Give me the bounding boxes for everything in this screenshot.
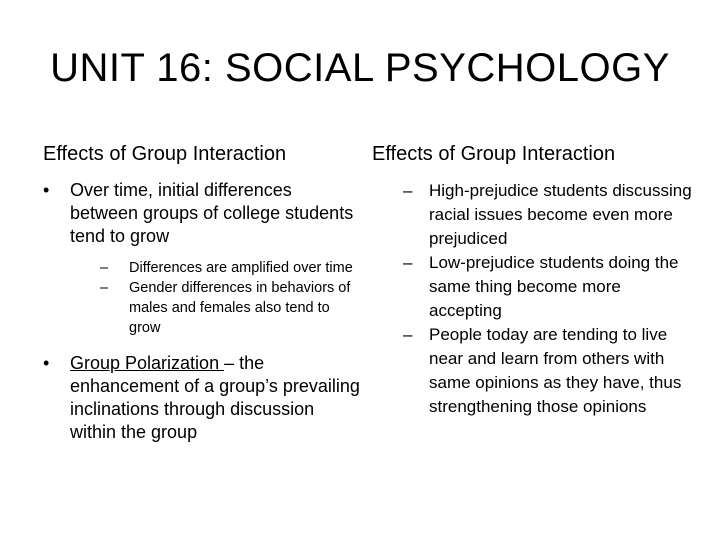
right-item-2-text: Low-prejudice students doing the same thing become more accepting: [429, 253, 679, 320]
group-polarization-term: Group Polarization: [70, 353, 225, 373]
left-sub-bullet-1: [70, 258, 363, 278]
bullet-marker: •: [43, 353, 50, 373]
left-sub-list: [70, 258, 363, 338]
left-bullet-2-text: – the enhancement of a group’s prevailing inclinations through discussion within the group: [70, 353, 360, 442]
left-column: [43, 140, 363, 458]
dash-marker: –: [403, 253, 413, 272]
right-item-1: [370, 179, 692, 251]
right-heading: Effects of Group Interaction: [372, 143, 616, 165]
right-column: [372, 140, 692, 419]
slide-title: UNIT 16: SOCIAL PSYCHOLOGY: [50, 46, 670, 90]
left-sub-bullet-2: [70, 278, 363, 338]
left-heading: Effects of Group Interaction: [43, 143, 287, 165]
dash-marker: –: [403, 181, 413, 200]
right-item-3-text: People today are tending to live near and learn from others with same opinions as they have, thus strengthening those opinions: [429, 325, 682, 416]
left-sub-bullet-1-text: Differences are amplified over time: [129, 260, 353, 276]
dash-marker: –: [100, 260, 109, 276]
bullet-marker: •: [43, 180, 50, 200]
right-dash-list: [372, 179, 692, 419]
left-bullet-2: [43, 352, 363, 444]
left-bullet-list: [43, 179, 363, 444]
dash-marker: –: [100, 280, 109, 296]
dash-marker: –: [403, 325, 413, 344]
right-item-1-text: High-prejudice students discussing racial issues become even more prejudiced: [429, 181, 692, 248]
right-item-2: [370, 251, 692, 323]
right-item-3: [370, 323, 692, 419]
left-sub-bullet-2-text: Gender differences in behaviors of males and females also tend to grow: [129, 280, 351, 336]
left-bullet-1: [43, 179, 363, 338]
left-bullet-1-text: Over time, initial differences between groups of college students tend to grow: [70, 180, 354, 246]
